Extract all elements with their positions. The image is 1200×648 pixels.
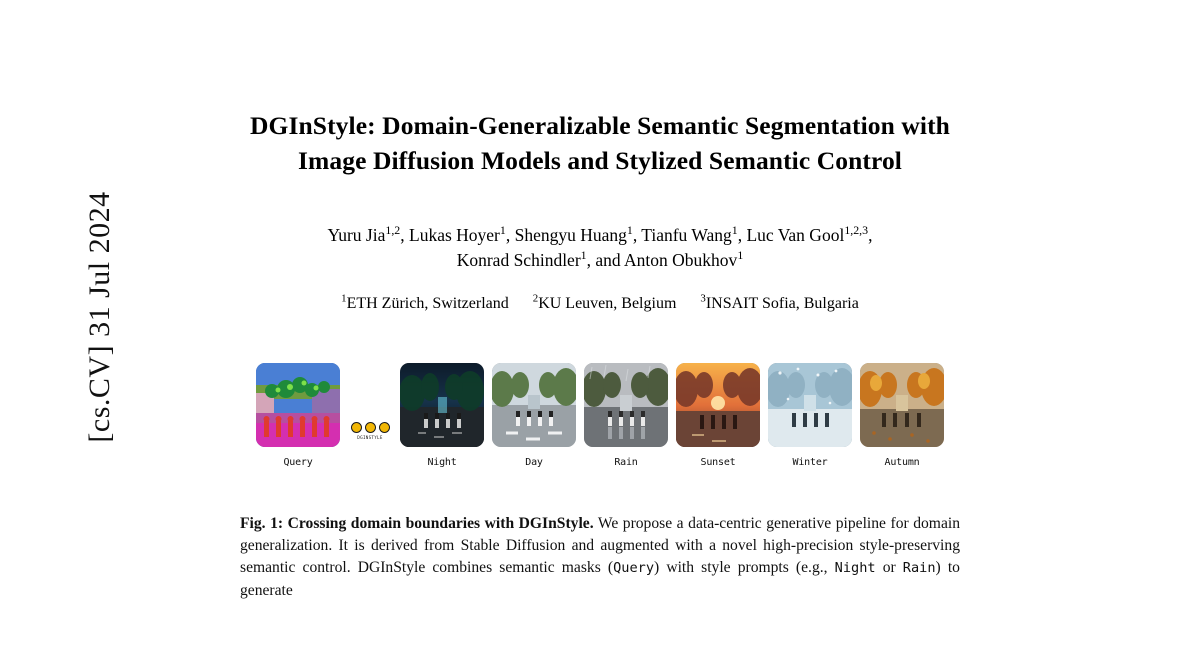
author-wang-affil: 1 bbox=[731, 223, 738, 238]
thumbnail-winter bbox=[768, 363, 852, 447]
winter-street-image bbox=[768, 363, 852, 447]
affiliation-list bbox=[240, 273, 960, 315]
affiliation-2 bbox=[532, 292, 677, 312]
affiliation-1-marker: 1 bbox=[341, 292, 347, 305]
figure-cell-sunset bbox=[672, 363, 764, 468]
thumbnail-rain bbox=[584, 363, 668, 447]
author-schindler: Konrad Schindler bbox=[456, 250, 581, 270]
figure-label-sunset: Sunset bbox=[700, 457, 736, 468]
figure-cell-autumn bbox=[856, 363, 948, 468]
figure-cell-day bbox=[488, 363, 580, 468]
thumbnail-autumn bbox=[860, 363, 944, 447]
thumbnail-sunset bbox=[676, 363, 760, 447]
figure-caption-part-2: ) with style prompts (e.g., bbox=[654, 559, 835, 577]
figure-label-autumn: Autumn bbox=[884, 457, 920, 468]
figure-caption-mono-rain: Rain bbox=[902, 560, 936, 577]
figure-teaser-strip bbox=[240, 315, 960, 468]
author-obukhov-affil: 1 bbox=[737, 248, 744, 263]
thumbnail-night bbox=[400, 363, 484, 447]
segmentation-mask-image bbox=[256, 363, 340, 447]
author-jia-affil: 1,2 bbox=[385, 223, 401, 238]
figure-caption-part-4: ) to generate bbox=[240, 559, 960, 599]
figure-caption-part-1: We propose a data-centric generative pipeline for domain generalization. It is derived from Stable Diffusion and augmented with a novel high-precision style-preserving semantic control. DGInStyle combines semantic masks ( bbox=[240, 515, 960, 577]
affiliation-3 bbox=[700, 292, 859, 312]
day-street-image bbox=[492, 363, 576, 447]
figure-logo bbox=[344, 363, 396, 468]
thumbnail-day bbox=[492, 363, 576, 447]
author-obukhov: , and Anton Obukhov bbox=[586, 250, 738, 270]
arxiv-stamp bbox=[0, 0, 120, 648]
figure-cell-query bbox=[252, 363, 344, 468]
autumn-street-image bbox=[860, 363, 944, 447]
author-hoyer: , Lukas Hoyer bbox=[400, 225, 500, 245]
figure-caption-heading: Fig. 1: Crossing domain boundaries with DGInStyle. bbox=[240, 515, 594, 532]
logo-dots-icon bbox=[351, 422, 390, 433]
thumbnail-query bbox=[256, 363, 340, 447]
author-huang: , Shengyu Huang bbox=[505, 225, 627, 245]
dginstyle-logo bbox=[348, 416, 392, 446]
figure-label-query: Query bbox=[283, 457, 313, 468]
author-hoyer-affil: 1 bbox=[499, 223, 506, 238]
author-huang-affil: 1 bbox=[626, 223, 633, 238]
affiliation-1-text: ETH Zürich, Switzerland bbox=[346, 295, 509, 312]
affiliation-1 bbox=[341, 292, 509, 312]
affiliation-2-marker: 2 bbox=[532, 292, 539, 305]
affiliation-3-text: INSAIT Sofia, Bulgaria bbox=[705, 295, 859, 312]
figure-label-winter: Winter bbox=[792, 457, 828, 468]
affiliation-2-text: KU Leuven, Belgium bbox=[538, 295, 677, 312]
figure-cell-night bbox=[396, 363, 488, 468]
night-street-image bbox=[400, 363, 484, 447]
author-line-1 bbox=[240, 223, 960, 248]
paper-page bbox=[240, 0, 960, 648]
sunset-street-image bbox=[676, 363, 760, 447]
author-van-gool: , Luc Van Gool bbox=[737, 225, 845, 245]
logo-wordmark: DGINSTYLE bbox=[357, 434, 383, 440]
figure-cell-rain bbox=[580, 363, 672, 468]
page-title: DGInStyle: Domain-Generalizable Semantic Segmentation with Image Diffusion Models and Stylized Semantic Control bbox=[250, 111, 950, 175]
figure-label-day: Day bbox=[525, 457, 543, 468]
author-line-2 bbox=[240, 248, 960, 273]
rain-street-image bbox=[584, 363, 668, 447]
figure-label-night: Night bbox=[427, 457, 457, 468]
author-van-gool-affil: 1,2,3 bbox=[844, 223, 869, 238]
author-wang: , Tianfu Wang bbox=[632, 225, 732, 245]
affiliation-3-marker: 3 bbox=[700, 292, 706, 305]
author-schindler-affil: 1 bbox=[580, 248, 587, 263]
figure-caption-part-3: or bbox=[875, 559, 903, 577]
figure-caption bbox=[240, 468, 960, 602]
figure-caption-mono-night: Night bbox=[834, 560, 876, 577]
figure-label-rain: Rain bbox=[614, 457, 638, 468]
arxiv-stamp-text: [cs.CV] 31 Jul 2024 bbox=[83, 191, 116, 443]
figure-cell-winter bbox=[764, 363, 856, 468]
author-jia: Yuru Jia bbox=[327, 225, 386, 245]
author-list bbox=[240, 178, 960, 273]
author-line1-comma: , bbox=[868, 225, 873, 245]
figure-caption-mono-query: Query bbox=[613, 560, 655, 577]
